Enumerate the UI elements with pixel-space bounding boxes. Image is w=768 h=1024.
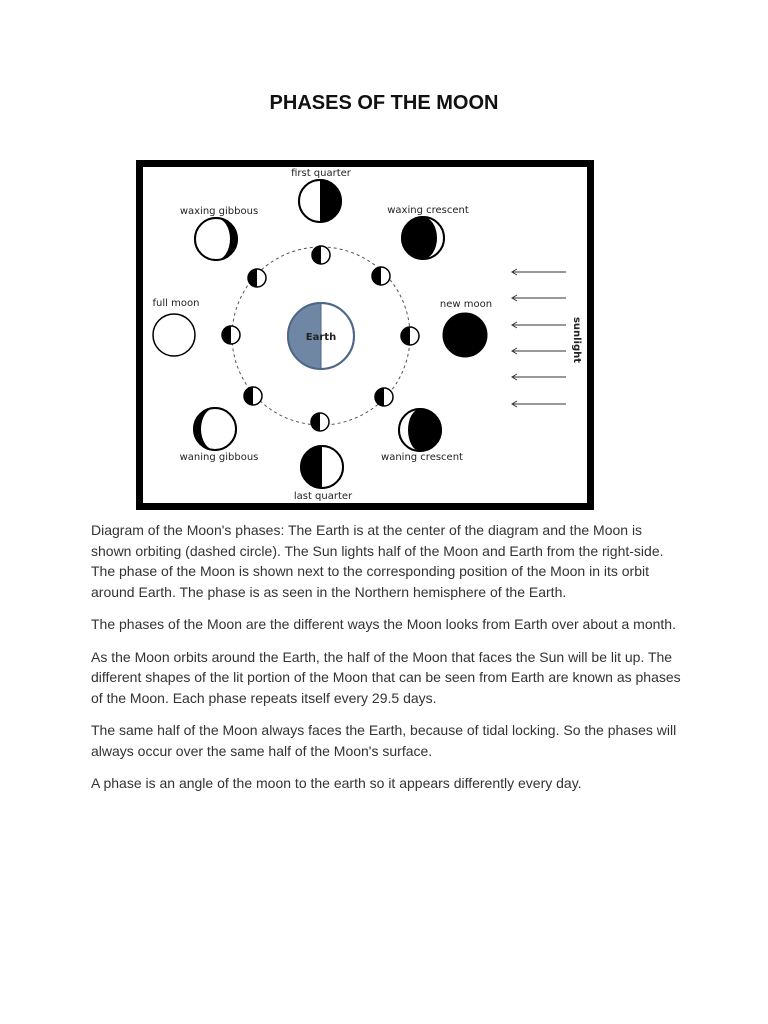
article-body <box>91 520 681 806</box>
paragraph-tidal-locking: The same half of the Moon always faces the Earth, because of tidal locking. So the phases will always occur over the same half of the Moon's surface. <box>91 722 677 759</box>
orbit-moon-left <box>222 326 240 344</box>
phase-first-quarter-moon <box>299 180 341 222</box>
phase-waning-gibbous-moon <box>194 408 236 450</box>
phase-label-full-moon: full moon <box>152 298 200 309</box>
moon-phases-diagram <box>136 160 594 510</box>
phase-label-waning-crescent: waning crescent <box>381 452 463 463</box>
paragraph-phase-angle: A phase is an angle of the moon to the earth so it appears differently every day. <box>91 775 582 791</box>
phase-last-quarter-moon <box>301 446 343 488</box>
phase-label-last-quarter: last quarter <box>293 491 353 502</box>
phase-full-moon <box>153 314 195 356</box>
orbit-moon-top <box>312 246 330 264</box>
page-title: PHASES OF THE MOON <box>269 92 499 114</box>
phase-label-first-quarter: first quarter <box>291 168 351 179</box>
orbit-moon-upper-left <box>248 269 266 287</box>
earth <box>288 303 354 369</box>
moon-phases-diagram-svg <box>136 160 594 510</box>
orbit-moon-lower-right <box>375 388 393 406</box>
phase-label-new-moon: new moon <box>439 299 493 310</box>
orbit-moon-upper-right <box>372 267 390 285</box>
earth-label: Earth <box>305 332 337 343</box>
paragraph-diagram-caption: Diagram of the Moon's phases: The Earth is at the center of the diagram and the Moon is shown orbiting (dashed circle). The Sun lights half of the Moon and Earth from the right-side. The phase of the Moon is shown next to the corresponding position of the Moon in its orbit around Earth. The phase is as seen in the Northern hemisphere of the Earth. <box>91 522 664 600</box>
phase-label-waning-gibbous: waning gibbous <box>179 452 259 463</box>
phase-waxing-crescent-moon <box>402 217 444 259</box>
paragraph-phases-definition: The phases of the Moon are the different ways the Moon looks from Earth over about a month. <box>91 616 676 632</box>
phase-label-waxing-gibbous: waxing gibbous <box>179 206 259 217</box>
sunlight-label: sunlight <box>571 316 582 364</box>
phase-waning-crescent-moon <box>399 409 441 451</box>
orbit-moon-lower-left <box>244 387 262 405</box>
orbit-moon-bottom <box>311 413 329 431</box>
phase-new-moon <box>443 313 487 357</box>
paragraph-orbit-explanation: As the Moon orbits around the Earth, the half of the Moon that faces the Sun will be lit up. The different shapes of the lit portion of the Moon that can be seen from Earth are known as phases of the Moon. Each phase repeats itself every 29.5 days. <box>91 648 681 706</box>
phase-waxing-gibbous-moon <box>195 218 237 260</box>
phase-label-waxing-crescent: waxing crescent <box>387 205 469 216</box>
orbit-moon-right <box>401 327 419 345</box>
